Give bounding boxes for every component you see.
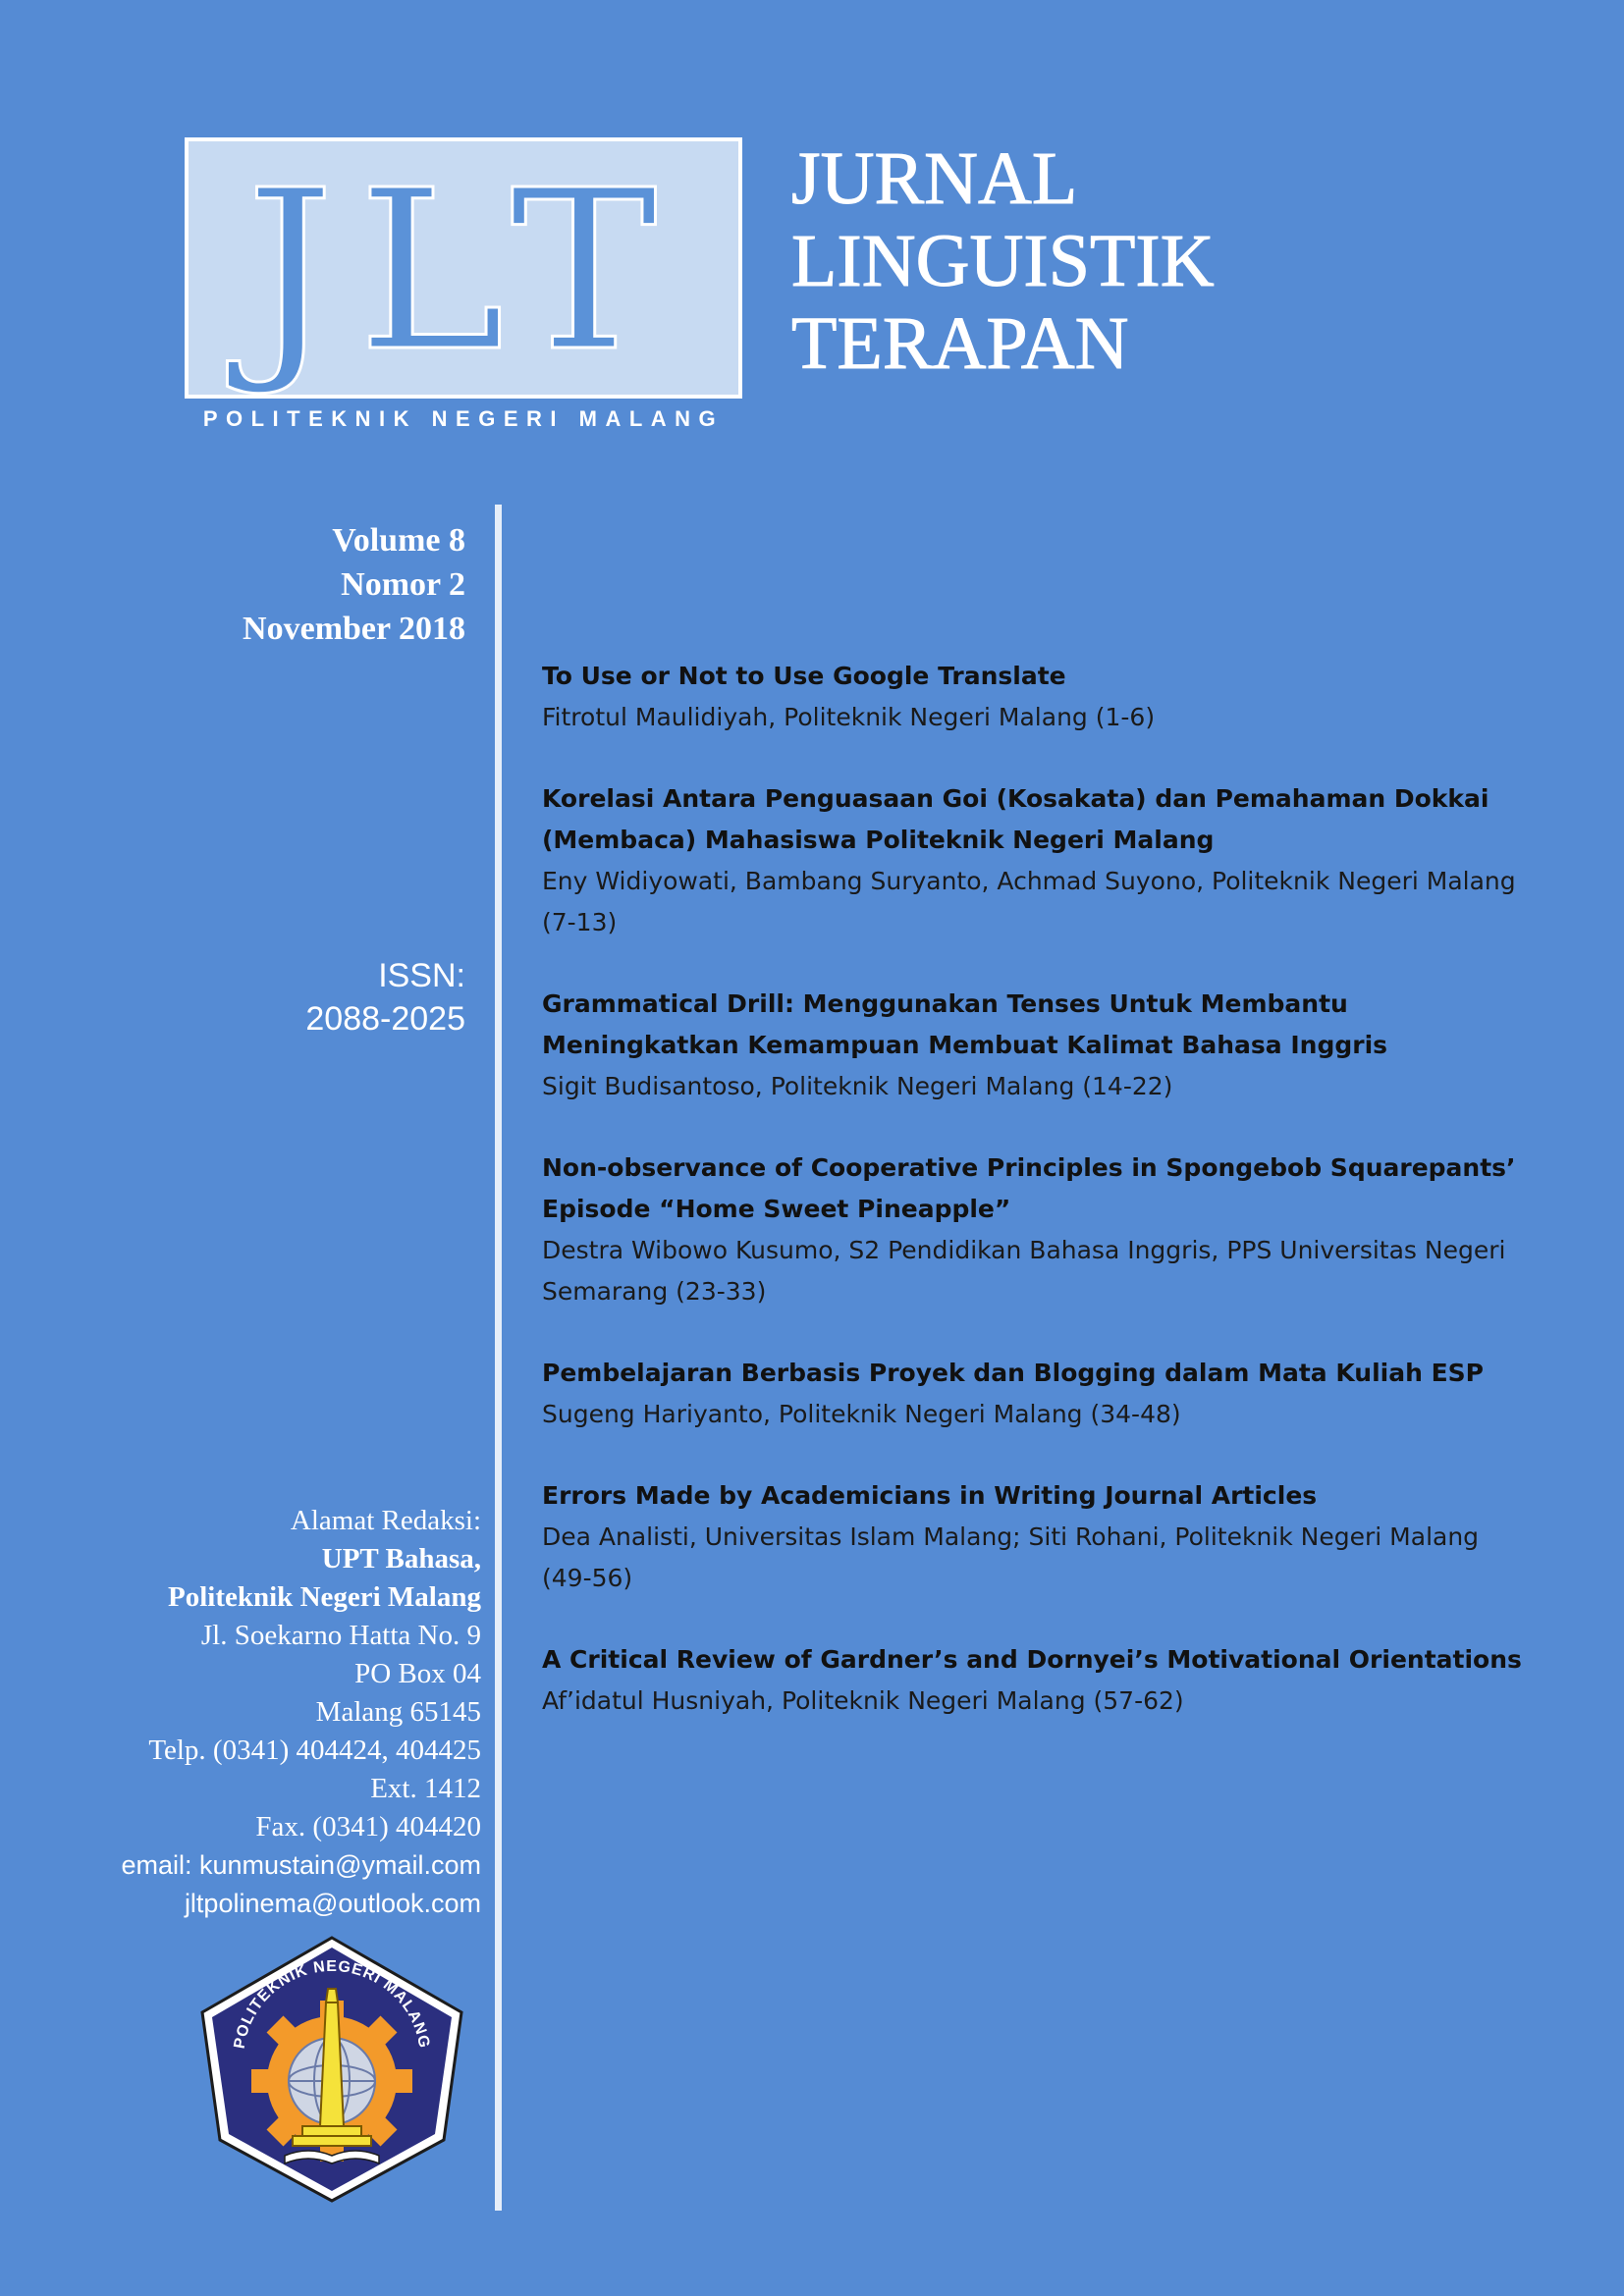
toc-article-authors: Fitrotul Maulidiyah, Politeknik Negeri Malang (1-6): [542, 703, 1156, 731]
issn-value: 2088-2025: [305, 1000, 465, 1038]
address-org-1: UPT Bahasa,: [321, 1543, 481, 1575]
toc-article-title: Korelasi Antara Penguasaan Goi (Kosakata) dan Pemahaman Dokkai (Membaca) Mahasiswa Politeknik Negeri Malang: [542, 784, 1489, 854]
journal-title-line-2: LINGUISTIK: [791, 220, 1215, 302]
toc-item: [542, 778, 1524, 943]
vertical-divider: [495, 505, 502, 2211]
toc-item: [542, 1475, 1524, 1599]
toc-article-authors: Destra Wibowo Kusumo, S2 Pendidikan Bahasa Inggris, PPS Universitas Negeri Semarang (23-33): [542, 1236, 1506, 1306]
toc-article-title: Non-observance of Cooperative Principles in Spongebob Squarepants’ Episode “Home Sweet Pineapple”: [542, 1153, 1516, 1223]
issn-info: [305, 954, 465, 1041]
jlt-logo-letters: JLT: [245, 143, 681, 400]
toc-article-title: Pembelajaran Berbasis Proyek dan Blogging dalam Mata Kuliah ESP: [542, 1359, 1485, 1387]
toc-article-title: Grammatical Drill: Menggunakan Tenses Untuk Membantu Meningkatkan Kemampuan Membuat Kalimat Bahasa Inggris: [542, 989, 1388, 1059]
volume-number: Volume 8: [332, 522, 465, 559]
address-street: Jl. Soekarno Hatta No. 9: [200, 1620, 481, 1651]
editorial-address: [121, 1502, 481, 1923]
toc-item: [542, 656, 1524, 738]
address-email-2: jltpolinema@outlook.com: [184, 1889, 481, 1918]
address-pobox: PO Box 04: [354, 1658, 481, 1689]
toc-article-title: To Use or Not to Use Google Translate: [542, 662, 1066, 690]
volume-info: [243, 518, 465, 651]
table-of-contents: [542, 656, 1524, 1762]
toc-article-authors: Dea Analisti, Universitas Islam Malang; Siti Rohani, Politeknik Negeri Malang (49-56): [542, 1522, 1480, 1592]
journal-title-line-3: TERAPAN: [791, 302, 1129, 385]
toc-article-title: A Critical Review of Gardner’s and Dornyei’s Motivational Orientations: [542, 1645, 1522, 1674]
journal-title-line-1: JURNAL: [791, 137, 1078, 220]
toc-article-title: Errors Made by Academicians in Writing Journal Articles: [542, 1481, 1318, 1510]
address-label: Alamat Redaksi:: [290, 1505, 481, 1536]
issn-label: ISSN:: [378, 957, 465, 994]
seal-text: POLITEKNIK NEGERI MALANG: [231, 1957, 433, 2051]
address-fax: Fax. (0341) 404420: [255, 1811, 481, 1842]
polinema-seal-icon: [196, 1934, 467, 2205]
address-city: Malang 65145: [315, 1696, 481, 1728]
toc-article-authors: Sugeng Hariyanto, Politeknik Negeri Malang (34-48): [542, 1400, 1181, 1428]
toc-article-authors: Sigit Budisantoso, Politeknik Negeri Malang (14-22): [542, 1072, 1173, 1100]
toc-item: [542, 984, 1524, 1107]
toc-item: [542, 1353, 1524, 1435]
toc-item: [542, 1148, 1524, 1312]
logo-subtitle: POLITEKNIK NEGERI MALANG: [202, 406, 725, 431]
issue-number: Nomor 2: [341, 566, 465, 603]
toc-article-authors: Af’idatul Husniyah, Politeknik Negeri Malang (57-62): [542, 1686, 1184, 1715]
toc-item: [542, 1639, 1524, 1722]
address-email-1: email: kunmustain@ymail.com: [121, 1850, 481, 1880]
address-ext: Ext. 1412: [370, 1773, 481, 1804]
journal-title: [791, 137, 1215, 385]
address-org-2: Politeknik Negeri Malang: [168, 1581, 481, 1613]
issue-date: November 2018: [243, 611, 465, 647]
toc-article-authors: Eny Widiyowati, Bambang Suryanto, Achmad Suyono, Politeknik Negeri Malang (7-13): [542, 867, 1516, 936]
address-phone: Telp. (0341) 404424, 404425: [148, 1735, 481, 1766]
jlt-logo-box: [185, 137, 742, 399]
